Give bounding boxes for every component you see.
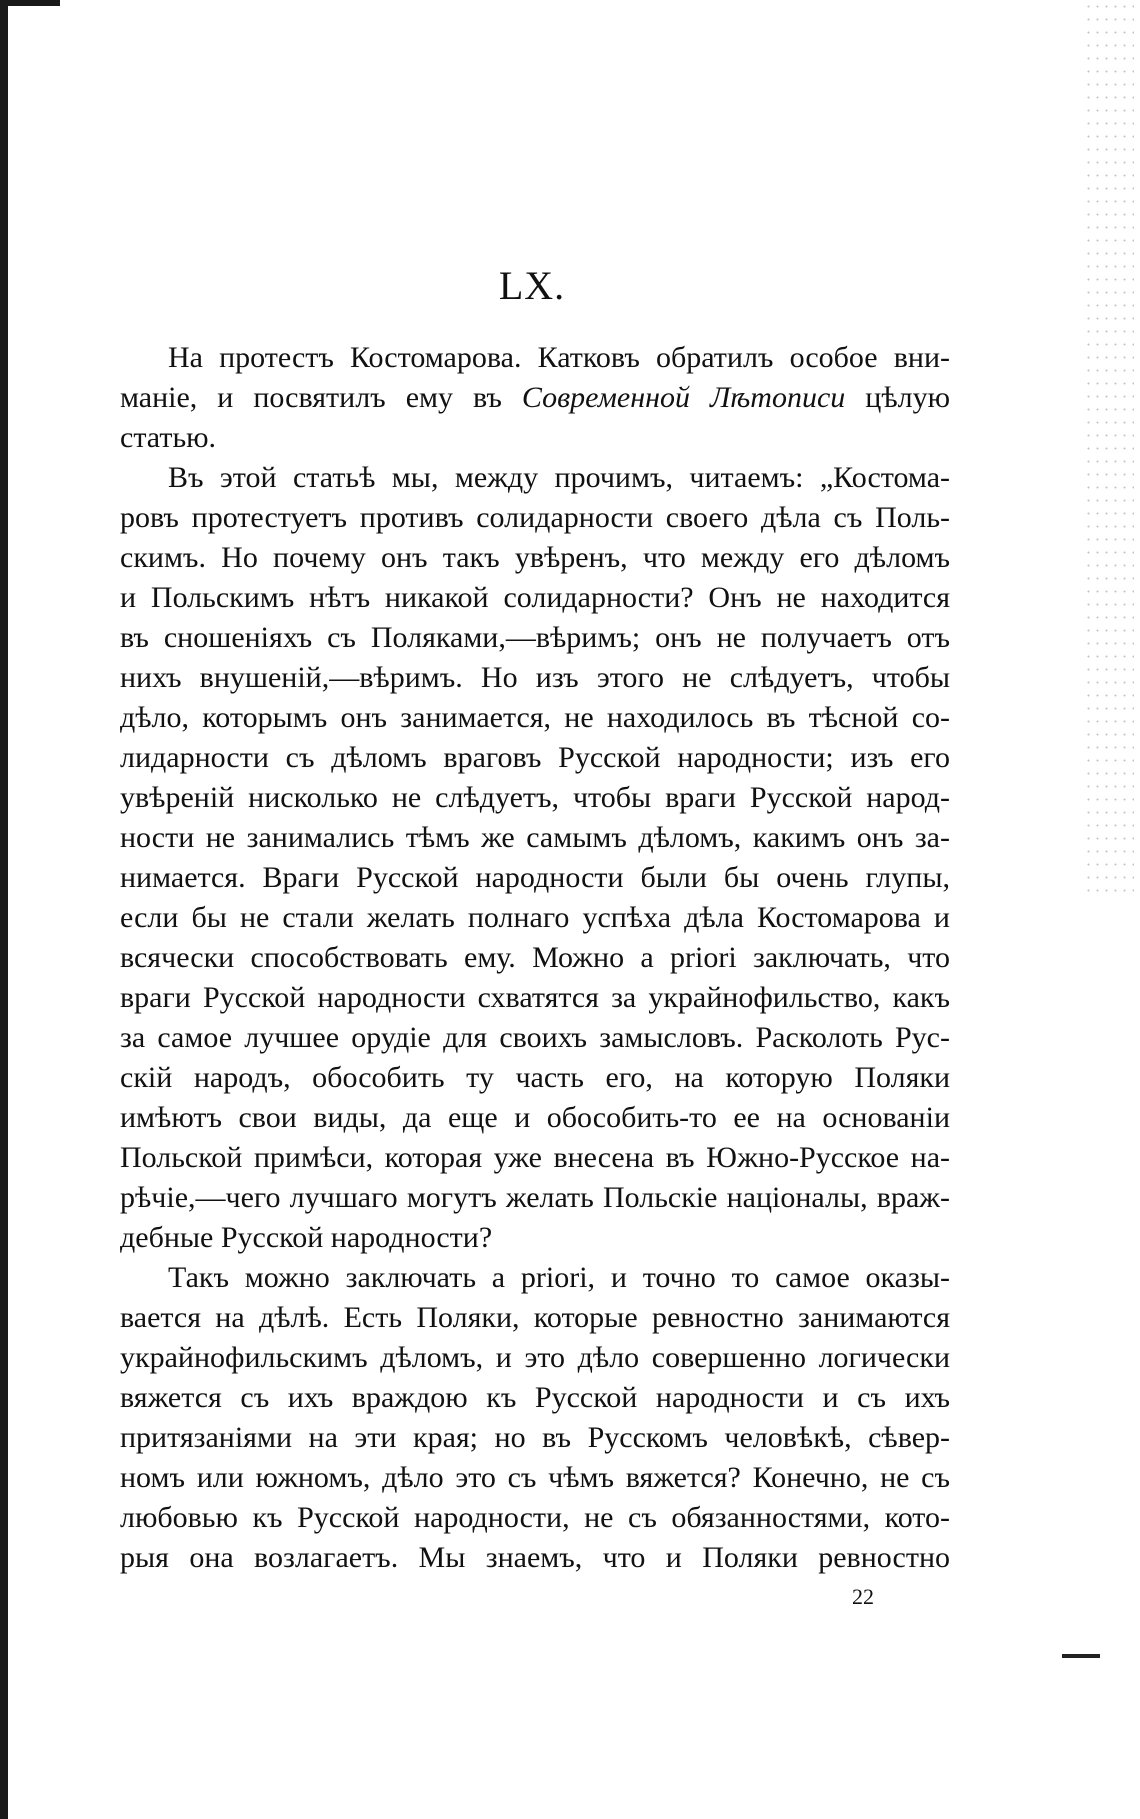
scan-top-mark — [0, 0, 60, 6]
text-line: На протестъ Костомарова. Катковъ обратилъ особое вни- — [168, 341, 950, 374]
text-line: лидарности съ дѣломъ враговъ Русской народности; изъ его — [120, 741, 950, 774]
chapter-heading: LX. — [498, 263, 566, 308]
text-line: всячески способствовать ему. Можно a priori заключать, что — [120, 941, 950, 974]
journal-title: Современной Лѣтописи — [521, 381, 846, 414]
text-line: если бы не стали желать полнаго успѣха дѣла Костомарова и — [120, 901, 950, 934]
text-line: скій народъ, обособить ту часть его, на которую Поляки — [120, 1061, 950, 1094]
text-line: ровъ протестуетъ противъ солидарности своего дѣла съ Поль- — [120, 501, 950, 534]
text-line: вяжется съ ихъ враждою къ Русской народности и съ ихъ — [120, 1381, 950, 1414]
text-line: и Польскимъ нѣтъ никакой солидарности? Онъ не находится — [120, 581, 950, 614]
text-line: дѣло, которымъ онъ занимается, не находилось въ тѣсной со- — [120, 701, 950, 734]
text-line: Польской примѣси, которая уже внесена въ Южно-Русское на- — [120, 1141, 950, 1174]
text-line: нихъ внушеній,—вѣримъ. Но изъ этого не слѣдуетъ, чтобы — [120, 661, 950, 694]
text-line — [120, 378, 950, 418]
text-span: цѣлую — [845, 381, 950, 414]
scan-right-noise — [1084, 0, 1134, 900]
text-line: враги Русской народности схватятся за украйнофильство, какъ — [120, 981, 950, 1014]
page-number: 22 — [852, 1584, 874, 1609]
text-line: увѣреній нисколько не слѣдуетъ, чтобы враги Русской народ- — [120, 781, 950, 814]
text-line: дебные Русской народности? — [120, 1221, 493, 1254]
text-line: рыя она возлагаетъ. Мы знаемъ, что и Поляки ревностно — [120, 1541, 950, 1574]
text-line: номъ или южномъ, дѣло это съ чѣмъ вяжется? Конечно, не съ — [120, 1461, 950, 1494]
text-line: ности не занимались тѣмъ же самымъ дѣломъ, какимъ онъ за- — [120, 821, 950, 854]
text-line: рѣчіе,—чего лучшаго могутъ желать Польскіе націоналы, враж- — [120, 1181, 950, 1214]
text-line: нимается. Враги Русской народности были бы очень глупы, — [120, 861, 950, 894]
scan-bottom-mark — [1062, 1654, 1100, 1658]
text-line: скимъ. Но почему онъ такъ увѣренъ, что между его дѣломъ — [120, 541, 950, 574]
text-line: въ сношеніяхъ съ Поляками,—вѣримъ; онъ не получаетъ отъ — [120, 621, 950, 654]
text-line: Въ этой статьѣ мы, между прочимъ, читаемъ: „Костома- — [168, 461, 950, 494]
text-line: за самое лучшее орудіе для своихъ замысловъ. Расколоть Рус- — [120, 1021, 950, 1054]
text-line: притязаніями на эти края; но въ Русскомъ человѣкѣ, сѣвер- — [120, 1421, 950, 1454]
text-line: любовью къ Русской народности, не съ обязанностями, кото- — [120, 1501, 950, 1534]
text-line: имѣютъ свои виды, да еще и обособить-то ее на основаніи — [120, 1101, 950, 1134]
text-line: Такъ можно заключать a priori, и точно то самое оказы- — [168, 1261, 950, 1294]
body-text — [120, 338, 950, 1578]
text-line: украйнофильскимъ дѣломъ, и это дѣло совершенно логически — [120, 1341, 950, 1374]
text-span: маніе, и посвятилъ ему въ — [120, 381, 522, 414]
text-line: статью. — [120, 421, 217, 454]
text-line: вается на дѣлѣ. Есть Поляки, которые ревностно занимаются — [120, 1301, 950, 1334]
